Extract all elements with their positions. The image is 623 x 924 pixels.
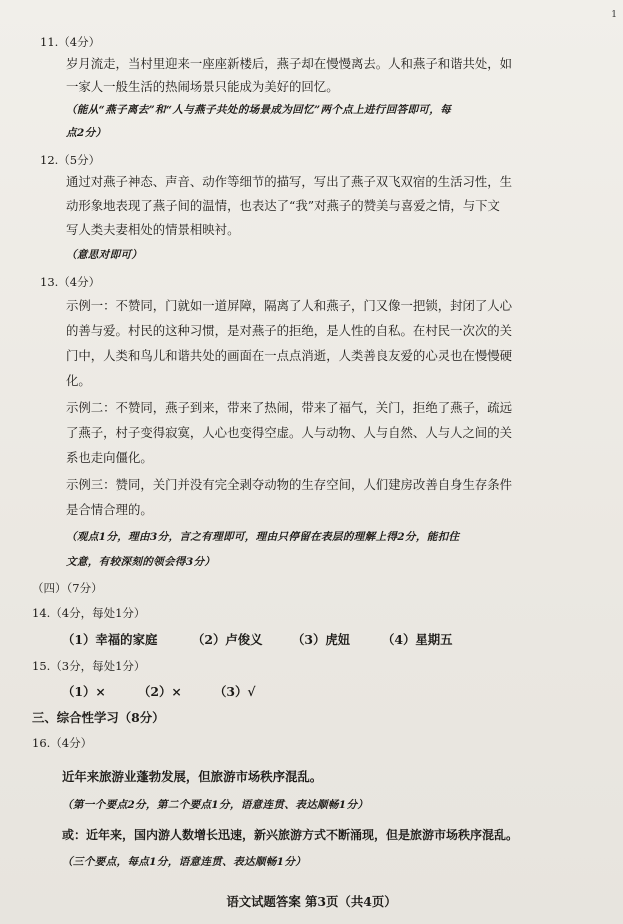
q16-scoring-note-1: （第一个要点2分，第二个要点1分，语意连贯、表达顺畅1分）: [62, 799, 369, 811]
q11-scoring-note-1: （能从“燕子离去”和“人与燕子共处的场景成为回忆”两个点上进行回答即可，每: [66, 104, 452, 116]
q15-answer-2: （2）×: [138, 684, 182, 699]
q11-scoring-note-2: 点2分）: [66, 127, 107, 139]
q13-scoring-note-2: 文意，有较深刻的领会得3分）: [66, 556, 216, 568]
q15-answer-3: （3）√: [214, 684, 256, 699]
q14-answer-1: （1）幸福的家庭: [62, 632, 158, 647]
q15-answer-1: （1）×: [62, 684, 106, 699]
q14-answer-3: （3）虎妞: [292, 632, 351, 647]
q15-answers: [62, 682, 623, 702]
page-footer: 语文试题答案 第3页（共4页）: [226, 894, 397, 909]
section-3-header: 三、综合性学习（8分）: [32, 710, 165, 725]
q13-scoring-note-1: （观点1分，理由3分，言之有理即可，理由只停留在表层的理解上得2分，能扣住: [66, 531, 460, 543]
section-4-header: （四）（7分）: [32, 581, 103, 595]
q13-example3-line-2: 是合情合理的。: [66, 502, 153, 517]
q14-answers: [62, 630, 623, 650]
q13-example1-line-3: 门中，人类和鸟儿和谐共处的画面在一点点消逝，人类善良友爱的心灵也在慢慢硬: [66, 348, 513, 363]
q13-example3-line-1: 示例三：赞同，关门并没有完全剥夺动物的生存空间，人们建房改善自身生存条件: [66, 477, 513, 492]
q12-answer-line-2: 动形象地表现了燕子间的温情，也表达了“我”对燕子的赞美与喜爱之情，与下文: [66, 198, 500, 213]
q16-answer-1: 近年来旅游业蓬勃发展，但旅游市场秩序混乱。: [62, 769, 323, 784]
q15-header: 15.（3分，每处1分）: [32, 659, 146, 673]
q16-header: 16.（4分）: [32, 736, 93, 750]
q13-example2-line-3: 系也走向僵化。: [66, 450, 153, 465]
q14-header: 14.（4分，每处1分）: [32, 606, 146, 620]
q12-answer-line-3: 写人类夫妻相处的情景相映衬。: [66, 222, 240, 237]
q13-example1-line-1: 示例一：不赞同，门就如一道屏障，隔离了人和燕子，门又像一把锁，封闭了人心: [66, 298, 513, 313]
q11-header: 11.（4分）: [40, 35, 101, 49]
q11-answer-line-2: 一家人一般生活的热闹场景只能成为美好的回忆。: [66, 79, 339, 94]
q14-answer-4: （4）星期五: [382, 632, 453, 647]
q12-answer-line-1: 通过对燕子神态、声音、动作等细节的描写，写出了燕子双飞双宿的生活习性，生: [66, 174, 513, 189]
q13-example2-line-1: 示例二：不赞同，燕子到来，带来了热闹，带来了福气，关门，拒绝了燕子，疏远: [66, 400, 513, 415]
q16-scoring-note-2: （三个要点，每点1分，语意连贯、表达顺畅1分）: [62, 856, 307, 868]
q13-example1-line-4: 化。: [66, 373, 91, 388]
q14-answer-2: （2）卢俊义: [192, 632, 263, 647]
q16-answer-2: 或：近年来，国内游人数增长迅速，新兴旅游方式不断涌现，但是旅游市场秩序混乱。: [62, 828, 519, 842]
q12-header: 12.（5分）: [40, 153, 101, 167]
q13-example2-line-2: 了燕子，村子变得寂寞，人心也变得空虚。人与动物、人与自然、人与人之间的关: [66, 425, 513, 440]
q11-answer-line-1: 岁月流走，当村里迎来一座座新楼后，燕子却在慢慢离去。人和燕子和谐共处，如: [66, 56, 513, 71]
q13-header: 13.（4分）: [40, 275, 101, 289]
corner-mark: 1: [611, 10, 617, 20]
q13-example1-line-2: 的善与爱。村民的这种习惯，是对燕子的拒绝，是人性的自私。在村民一次次的关: [66, 323, 513, 338]
q12-scoring-note: （意思对即可）: [66, 249, 143, 261]
